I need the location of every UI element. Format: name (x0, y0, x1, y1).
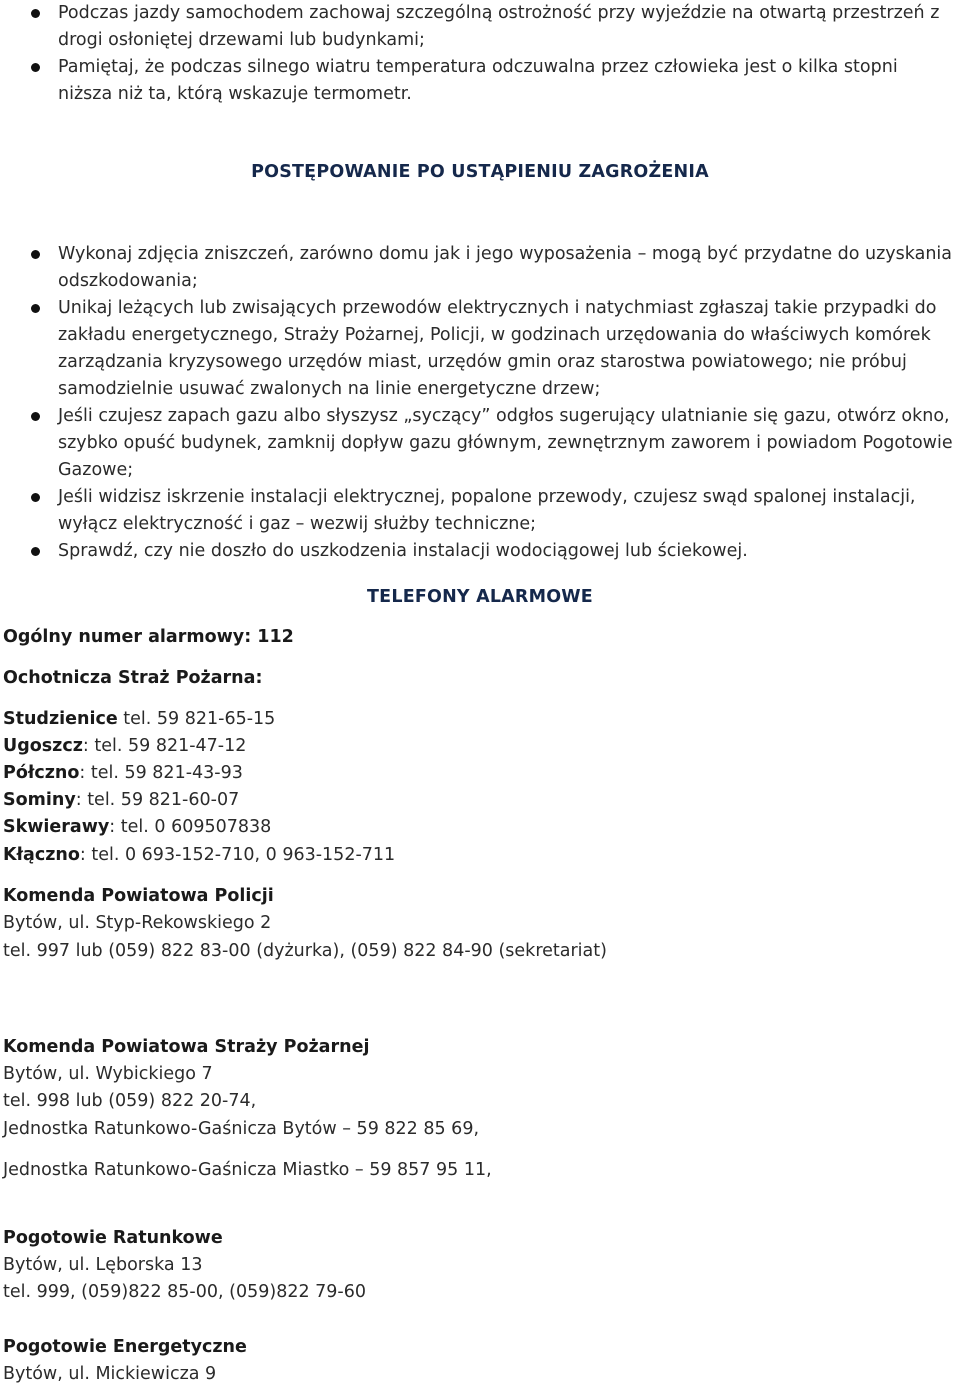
fire-dept-name: Komenda Powiatowa Straży Pożarnej (3, 1037, 370, 1057)
list-item: Unikaj leżących lub zwisających przewodów elektrycznych i natychmiast zgłaszaj takie przypadki do zakładu energetycznego, Straży Pożarnej, Policji, w godzinach urzędowania do właściwych komórek zarządzania kryzysowego urzędów miast, urzędów gmin oraz starostwa powiatowego; nie próbuj samodzielnie usuwać zwalonych na linie energetyczne drzew; (0, 295, 960, 403)
list-item: Sprawdź, czy nie doszło do uszkodzenia instalacji wodociągowej lub ściekowej. (0, 538, 960, 565)
osp-place: Studzienice (3, 709, 118, 729)
osp-place: Kłączno (3, 845, 80, 865)
osp-entry (3, 706, 275, 733)
section-heading-after: POSTĘPOWANIE PO USTĄPIENIU ZAGROŻENIA (251, 162, 709, 182)
fire-unit-miastko: Jednostka Ratunkowo-Gaśnicza Miastko – 59 857 95 11, (3, 1160, 492, 1180)
osp-entry (3, 842, 395, 869)
general-emergency-number: Ogólny numer alarmowy: 112 (3, 627, 294, 647)
police-phone: tel. 997 lub (059) 822 83-00 (dyżurka), (059) 822 84-90 (sekretariat) (3, 941, 607, 961)
list-item: Jeśli widzisz iskrzenie instalacji elektrycznej, popalone przewody, czujesz swąd spalonej instalacji, wyłącz elektryczność i gaz – wezwij służby techniczne; (0, 484, 960, 538)
osp-phone: : tel. 59 821-60-07 (75, 790, 240, 810)
list-item: Jeśli czujesz zapach gazu albo słyszysz „syczący” odgłos sugerujący ulatnianie się gazu, otwórz okno, szybko opuść budynek, zamknij dopływ gazu głównym, zewnętrznym zaworem i powiadom Pogotowie Gazowe; (0, 403, 960, 484)
osp-phone: : tel. 59 821-47-12 (82, 736, 247, 756)
ambulance-name: Pogotowie Ratunkowe (3, 1228, 223, 1248)
osp-entry (3, 760, 243, 787)
fire-unit-bytow: Jednostka Ratunkowo-Gaśnicza Bytów – 59 822 85 69, (3, 1119, 480, 1139)
ambulance-phone: tel. 999, (059)822 85-00, (059)822 79-60 (3, 1282, 367, 1302)
osp-phone: : tel. 0 609507838 (109, 817, 272, 837)
osp-entry (3, 814, 271, 841)
fire-dept-address: Bytów, ul. Wybickiego 7 (3, 1064, 213, 1084)
osp-entry (3, 787, 239, 814)
energy-emergency-address: Bytów, ul. Mickiewicza 9 (3, 1364, 217, 1384)
osp-phone: : tel. 59 821-43-93 (79, 763, 243, 783)
osp-phone: : tel. 0 693-152-710, 0 963-152-711 (79, 845, 396, 865)
section-heading-phones: TELEFONY ALARMOWE (367, 587, 593, 607)
fire-dept-phone: tel. 998 lub (059) 822 20-74, (3, 1091, 257, 1111)
police-name: Komenda Powiatowa Policji (3, 886, 274, 906)
after-bullet-list (0, 241, 960, 565)
osp-place: Skwierawy (3, 817, 110, 837)
osp-entry (3, 733, 246, 760)
list-item: Wykonaj zdjęcia zniszczeń, zarówno domu jak i jego wyposażenia – mogą być przydatne do uzyskania odszkodowania; (0, 241, 960, 295)
osp-place: Ugoszcz (3, 736, 83, 756)
energy-emergency-name: Pogotowie Energetyczne (3, 1337, 247, 1357)
osp-place: Sominy (3, 790, 76, 810)
list-item: Podczas jazdy samochodem zachowaj szczególną ostrożność przy wyjeździe na otwartą przestrzeń z drogi osłoniętej drzewami lub budynkami; (0, 0, 960, 54)
top-bullet-list (0, 0, 960, 108)
osp-place: Półczno (3, 763, 80, 783)
osp-title: Ochotnicza Straż Pożarna: (3, 668, 263, 688)
osp-phone: tel. 59 821-65-15 (117, 709, 276, 729)
ambulance-address: Bytów, ul. Lęborska 13 (3, 1255, 203, 1275)
list-item: Pamiętaj, że podczas silnego wiatru temperatura odczuwalna przez człowieka jest o kilka stopni niższa niż ta, którą wskazuje termometr. (0, 54, 960, 108)
police-address: Bytów, ul. Styp-Rekowskiego 2 (3, 913, 272, 933)
